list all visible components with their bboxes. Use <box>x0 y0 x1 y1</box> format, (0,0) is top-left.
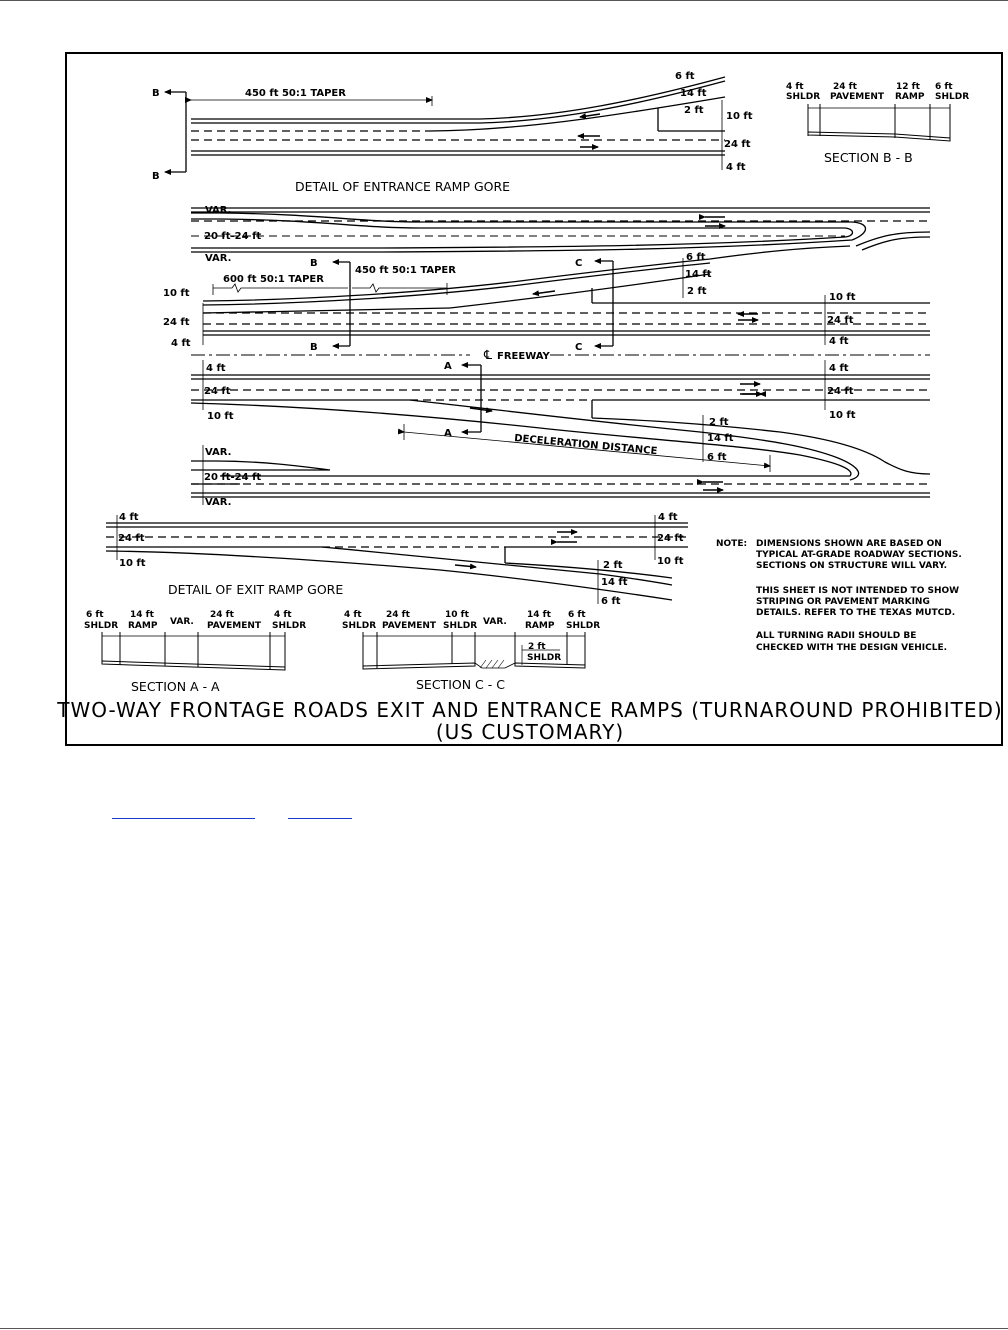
cc-col2-bottom: PAVEMENT <box>382 621 437 631</box>
note-line-5: STRIPING OR PAVEMENT MARKING <box>756 597 930 607</box>
section-mark-b-top: B <box>152 88 160 99</box>
upper-var-top: VAR. <box>205 205 232 216</box>
section-bb-labels <box>786 82 969 165</box>
link-1[interactable] <box>112 804 255 819</box>
cc-sub-bottom: SHLDR <box>527 653 562 663</box>
entrance-dim-14: 14 ft <box>680 88 707 99</box>
right-dim-10: 10 ft <box>829 292 856 303</box>
cc-col5-bottom: RAMP <box>525 621 555 631</box>
left-dim-24: 24 ft <box>163 317 190 328</box>
entrance-dim-10: 10 ft <box>726 111 753 122</box>
exit-right-dim-24: 24 ft <box>657 533 684 544</box>
bb-col2-bottom: PAVEMENT <box>830 92 885 102</box>
lower-left-dim-24: 24 ft <box>204 386 231 397</box>
lower-right-dim-24: 24 ft <box>827 386 854 397</box>
taper-450-label: 450 ft 50:1 TAPER <box>355 265 456 276</box>
entrance-labels <box>152 71 753 194</box>
bb-col2-top: 24 ft <box>833 82 857 92</box>
lower-frontage-road <box>191 445 930 505</box>
cc-col2-top: 24 ft <box>386 610 410 620</box>
entrance-taper-label: 450 ft 50:1 TAPER <box>245 88 346 99</box>
exit-ramp-dim-2: 2 ft <box>603 560 623 571</box>
decel-distance-label: DECELERATION DISTANCE <box>513 433 658 458</box>
aa-col1-bottom: SHLDR <box>84 621 119 631</box>
exit-dim-2: 2 ft <box>709 417 729 428</box>
entrance-dim-24: 24 ft <box>724 139 751 150</box>
figure-title-line2: (US CUSTOMARY) <box>435 720 625 744</box>
main-dim-2: 2 ft <box>687 286 707 297</box>
aa-col2-top: 14 ft <box>130 610 154 620</box>
mark-b-bottom: B <box>310 342 318 353</box>
section-aa-labels <box>84 610 306 694</box>
note-label: NOTE: <box>716 539 748 549</box>
bb-col3-top: 12 ft <box>896 82 920 92</box>
cc-col3-bottom: SHLDR <box>443 621 478 631</box>
section-aa-title: SECTION A - A <box>131 679 220 694</box>
section-aa-drawing <box>102 632 285 670</box>
note-line-4: THIS SHEET IS NOT INTENDED TO SHOW <box>756 586 960 596</box>
note-line-7: ALL TURNING RADII SHOULD BE <box>756 631 917 641</box>
mark-a-top: A <box>444 361 452 372</box>
exit-dim-14: 14 ft <box>707 433 734 444</box>
main-dim-14: 14 ft <box>685 269 712 280</box>
exit-ramp-dim-6: 6 ft <box>601 596 621 607</box>
section-cc-title: SECTION C - C <box>416 677 505 692</box>
centerline-symbol: ℄ <box>484 347 493 362</box>
aa-col5-top: 4 ft <box>274 610 292 620</box>
cc-col6-bottom: SHLDR <box>566 621 601 631</box>
lower-right-dim-10: 10 ft <box>829 410 856 421</box>
mark-c-top: C <box>575 258 583 269</box>
lower-var-top: VAR. <box>205 447 232 458</box>
cc-col1-bottom: SHLDR <box>342 621 377 631</box>
cc-sub-top: 2 ft <box>528 642 546 652</box>
entrance-dim-6: 6 ft <box>675 71 695 82</box>
bb-col3-bottom: RAMP <box>895 92 925 102</box>
notes-block <box>716 539 962 653</box>
bottom-rule <box>0 1328 1008 1329</box>
entrance-dim-4: 4 ft <box>726 162 746 173</box>
exit-right-dim-4: 4 ft <box>658 512 678 523</box>
aa-col4-bottom: PAVEMENT <box>207 621 262 631</box>
section-cc-drawing <box>363 632 585 669</box>
lower-right-dim-4: 4 ft <box>829 363 849 374</box>
exit-detail-heading: DETAIL OF EXIT RAMP GORE <box>168 582 344 597</box>
mark-a-bottom: A <box>444 428 452 439</box>
section-mark-b-bottom: B <box>152 171 160 182</box>
aa-col4-top: 24 ft <box>210 610 234 620</box>
main-dim-6: 6 ft <box>686 252 706 263</box>
cc-col1-top: 4 ft <box>344 610 362 620</box>
upper-var-bottom: VAR. <box>205 253 232 264</box>
mark-c-bottom: C <box>575 342 583 353</box>
exit-labels <box>118 512 684 607</box>
right-dim-24: 24 ft <box>827 315 854 326</box>
left-dim-10: 10 ft <box>163 288 190 299</box>
aa-col2-bottom: RAMP <box>128 621 158 631</box>
cc-col5-top: 14 ft <box>527 610 551 620</box>
cc-col3-top: 10 ft <box>445 610 469 620</box>
bb-col4-bottom: SHLDR <box>935 92 970 102</box>
bb-col1-bottom: SHLDR <box>786 92 821 102</box>
link-2[interactable] <box>288 804 352 819</box>
exit-left-dim-10: 10 ft <box>119 558 146 569</box>
note-line-3: SECTIONS ON STRUCTURE WILL VARY. <box>756 561 948 571</box>
exit-dim-6: 6 ft <box>707 452 727 463</box>
exit-ramp-dim-14: 14 ft <box>601 577 628 588</box>
lower-frontage-width: 20 ft-24 ft <box>204 472 262 483</box>
aa-col5-bottom: SHLDR <box>272 621 307 631</box>
exit-left-dim-4: 4 ft <box>119 512 139 523</box>
note-line-6: DETAILS. REFER TO THE TEXAS MUTCD. <box>756 608 956 618</box>
cc-col6-top: 6 ft <box>568 610 586 620</box>
right-dim-4: 4 ft <box>829 336 849 347</box>
bb-col1-top: 4 ft <box>786 82 804 92</box>
taper-600-label: 600 ft 50:1 TAPER <box>223 274 324 285</box>
exit-left-dim-24: 24 ft <box>118 533 145 544</box>
figure-title <box>56 698 1002 744</box>
figure-title-line1: TWO-WAY FRONTAGE ROADS EXIT AND ENTRANCE RAMPS (TURNAROUND PROHIBITED) <box>57 698 1003 722</box>
aa-col1-top: 6 ft <box>86 610 104 620</box>
upper-frontage-road <box>191 208 930 252</box>
lower-left-dim-10: 10 ft <box>207 411 234 422</box>
lower-var-bottom: VAR. <box>205 497 232 508</box>
bb-col4-top: 6 ft <box>935 82 953 92</box>
cc-col4-bottom: VAR. <box>483 617 507 627</box>
freeway-label: FREEWAY <box>497 351 550 362</box>
section-bb-drawing <box>808 104 950 141</box>
mark-b-top: B <box>310 258 318 269</box>
note-line-8: CHECKED WITH THE DESIGN VEHICLE. <box>756 643 948 653</box>
upper-frontage-width: 20 ft-24 ft <box>204 231 262 242</box>
note-line-1: DIMENSIONS SHOWN ARE BASED ON <box>756 539 942 549</box>
left-dim-4: 4 ft <box>171 338 191 349</box>
exit-right-dim-10: 10 ft <box>657 556 684 567</box>
note-line-2: TYPICAL AT-GRADE ROADWAY SECTIONS. <box>756 550 962 560</box>
lower-left-dim-4: 4 ft <box>206 363 226 374</box>
entrance-detail-heading: DETAIL OF ENTRANCE RAMP GORE <box>295 179 511 194</box>
aa-col3-bottom: VAR. <box>170 617 194 627</box>
section-cc-labels <box>342 610 600 692</box>
entrance-dim-2: 2 ft <box>684 105 704 116</box>
section-bb-title: SECTION B - B <box>824 150 913 165</box>
freeway-lower <box>191 360 930 480</box>
